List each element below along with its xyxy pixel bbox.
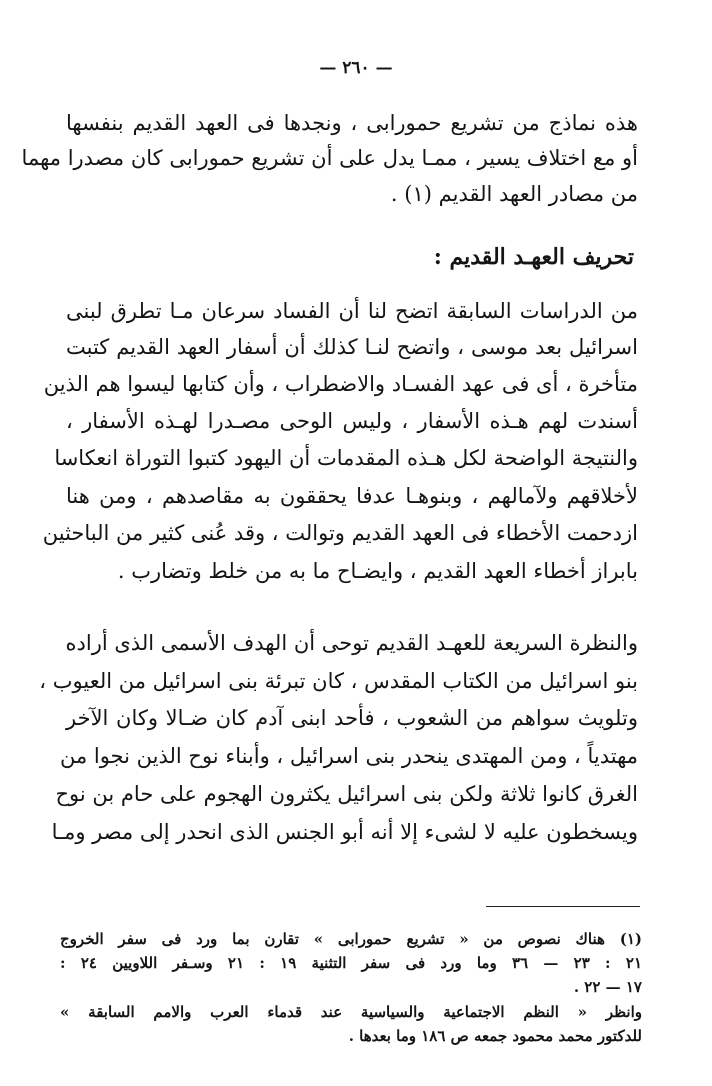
footnote-line: ٢١ : ٢٣ — ٣٦ وما ورد فى سفر التثنية ١٩ : ٢١ وسـفر اللاويين ٢٤ : — [60, 954, 643, 972]
text-line: من مصادر العهد القديم (١) . — [390, 182, 638, 206]
footnote-line: ١٧ — ٢٢ . — [573, 978, 642, 996]
text-line: أو مع اختلاف يسير ، ممـا يدل على أن تشريع حمورابى كان مصدرا مهما — [21, 146, 638, 170]
text-line: متأخرة ، أى فى عهد الفسـاد والاضطراب ، وأن كتابها ليسوا هم الذين — [43, 372, 638, 396]
footnote-separator — [486, 906, 640, 907]
text-line: مهتدياً ، ومن المهتدى ينحدر بنى اسرائيل ، وأبناء نوح الذين نجوا من — [59, 744, 638, 768]
footnote-line: للدكتور محمد محمود جمعه ص ١٨٦ وما بعدها . — [348, 1027, 642, 1045]
text-line: اسرائيل بعد موسى ، واتضح لنـا كذلك أن أسفار العهد القديم كتبت — [66, 335, 638, 359]
text-line: والنتيجة الواضحة لكل هـذه المقدمات أن اليهود كتبوا التوراة انعكاسا — [54, 446, 638, 470]
text-line: والنظرة السريعة للعهـد القديم توحى أن الهدف الأسمى الذى أراده — [65, 631, 638, 655]
text-line: من الدراسات السابقة اتضح لنا أن الفساد سرعان مـا تطرق لبنى — [66, 299, 638, 323]
text-line: ويسخطون عليه لا لشىء إلا أنه أبو الجنس الذى انحدر إلى مصر ومـا — [51, 820, 638, 844]
text-line: وتلويث سواهم من الشعوب ، فأحد ابنى آدم كان ضـالا وكان الآخر — [66, 706, 638, 730]
text-line: لأخلاقهم ولآمالهم ، وبنوهـا عدفا يحققون به مقاصدهم ، ومن هنا — [66, 484, 638, 508]
text-line: الغرق كانوا ثلاثة ولكن بنى اسرائيل يكثرون الهجوم على حام بن نوح — [55, 782, 638, 806]
text-line: ازدحمت الأخطاء فى العهد القديم وتوالت ، وقد عُنى كثير من الباحثين — [42, 521, 638, 545]
footnote-line: وانظر « النظم الاجتماعية والسياسية عند قدماء العرب والامم السابقة » — [60, 1003, 642, 1021]
text-line: أسندت لهم هـذه الأسفار ، وليس الوحى مصـدرا لهـذه الأسفار ، — [66, 409, 638, 433]
text-line: بنو اسرائيل من الكتاب المقدس ، كان تبرئة بنى اسرائيل من العيوب ، — [39, 669, 638, 693]
footnote-line: (١) هناك نصوص من « تشريع حمورابى » تقارن بما ورد فى سفر الخروج — [60, 930, 642, 948]
section-heading: تحريف العهـد القديم : — [433, 244, 634, 270]
text-line: بابراز أخطاء العهد القديم ، وايضـاح ما به من خلط وتضارب . — [117, 559, 638, 583]
page-number: — ٢٦٠ — — [319, 58, 393, 78]
text-line: هذه نماذج من تشريع حمورابى ، ونجدها فى العهد القديم بنفسها — [66, 111, 638, 135]
